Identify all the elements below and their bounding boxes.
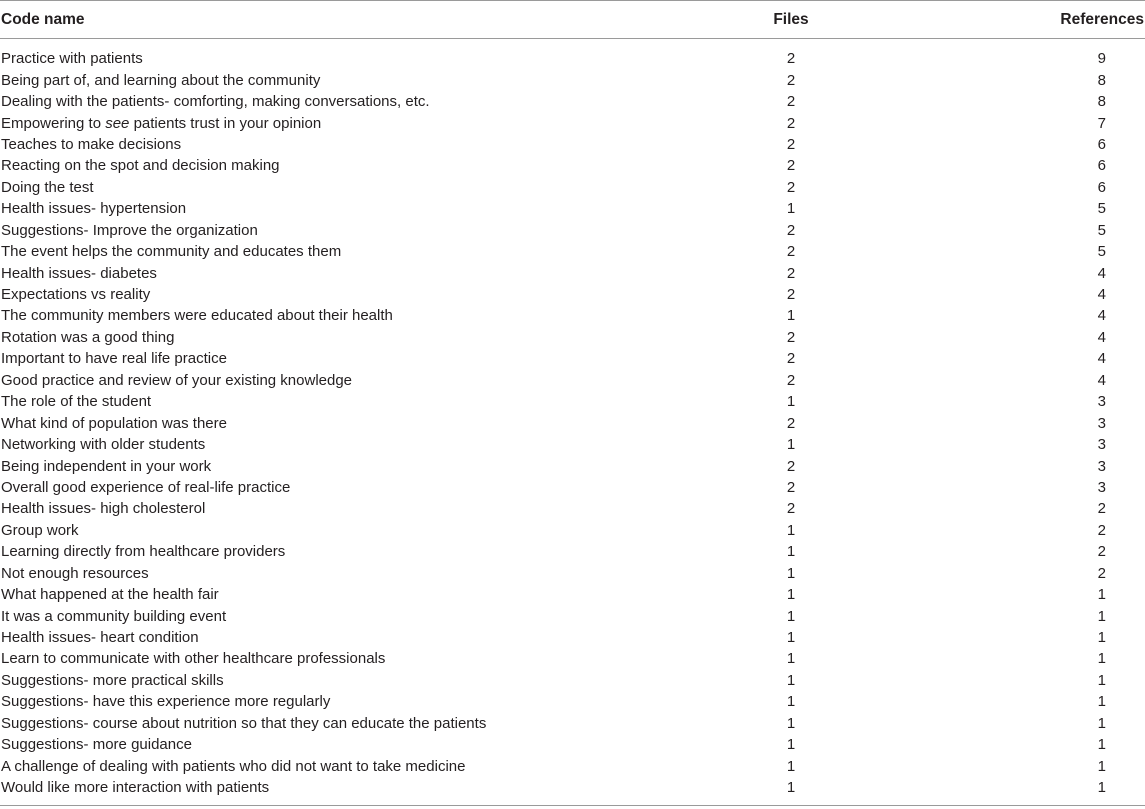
references-cell: 2 xyxy=(1097,543,1106,561)
table-row xyxy=(0,520,1145,541)
code-name-cell: Overall good experience of real-life practice xyxy=(1,478,291,496)
files-cell: 2 xyxy=(786,135,796,153)
code-name-cell: Health issues- hypertension xyxy=(1,200,187,218)
table-row xyxy=(0,477,1145,498)
header-code-name: Code name xyxy=(1,10,85,28)
references-cell: 8 xyxy=(1097,71,1106,89)
references-cell: 6 xyxy=(1097,157,1106,175)
files-cell: 1 xyxy=(786,564,796,582)
references-cell: 1 xyxy=(1097,693,1106,711)
files-cell: 1 xyxy=(786,586,796,604)
references-cell: 9 xyxy=(1097,50,1106,68)
table-row xyxy=(0,412,1145,433)
files-cell: 1 xyxy=(786,607,796,625)
references-cell: 5 xyxy=(1097,243,1106,261)
files-cell: 2 xyxy=(786,478,796,496)
references-cell: 8 xyxy=(1097,93,1106,111)
files-cell: 2 xyxy=(786,114,796,132)
references-cell: 1 xyxy=(1097,757,1106,775)
table-row xyxy=(0,48,1145,69)
code-name-cell: Would like more interaction with patients xyxy=(1,779,270,797)
files-cell: 2 xyxy=(786,414,796,432)
code-name-cell: Expectations vs reality xyxy=(1,286,151,304)
references-cell: 3 xyxy=(1097,457,1106,475)
code-name-cell: Learning directly from healthcare providers xyxy=(1,543,286,561)
table-row xyxy=(0,69,1145,90)
table-row xyxy=(0,284,1145,305)
code-name-cell: Being independent in your work xyxy=(1,457,212,475)
code-name-cell: Practice with patients xyxy=(1,50,143,68)
table-row xyxy=(0,327,1145,348)
code-name-cell: Health issues- heart condition xyxy=(1,629,199,647)
files-cell: 1 xyxy=(786,436,796,454)
files-cell: 1 xyxy=(786,779,796,797)
code-name-cell: Suggestions- Improve the organization xyxy=(1,221,258,239)
references-cell: 1 xyxy=(1097,714,1106,732)
references-cell: 4 xyxy=(1097,307,1106,325)
files-cell: 2 xyxy=(786,71,796,89)
code-name-cell: What happened at the health fair xyxy=(1,586,219,604)
files-cell: 1 xyxy=(786,543,796,561)
code-name-cell: Reacting on the spot and decision making xyxy=(1,157,280,175)
references-cell: 5 xyxy=(1097,200,1106,218)
files-cell: 1 xyxy=(786,629,796,647)
references-cell: 2 xyxy=(1097,500,1106,518)
table-row xyxy=(0,455,1145,476)
code-name-cell: Suggestions- more guidance xyxy=(1,736,192,754)
references-cell: 4 xyxy=(1097,350,1106,368)
files-cell: 2 xyxy=(786,264,796,282)
code-name-cell: Being part of, and learning about the community xyxy=(1,71,321,89)
table-row xyxy=(0,434,1145,455)
references-cell: 6 xyxy=(1097,178,1106,196)
references-cell: 1 xyxy=(1097,629,1106,647)
files-cell: 1 xyxy=(786,650,796,668)
table-row xyxy=(0,734,1145,755)
references-cell: 1 xyxy=(1097,607,1106,625)
table-row xyxy=(0,627,1145,648)
code-name-cell: A challenge of dealing with patients who did not want to take medicine xyxy=(1,757,466,775)
files-cell: 2 xyxy=(786,221,796,239)
references-cell: 3 xyxy=(1097,478,1106,496)
code-name-cell: Suggestions- more practical skills xyxy=(1,671,224,689)
table-row xyxy=(0,220,1145,241)
code-name-cell: The role of the student xyxy=(1,393,152,411)
references-cell: 7 xyxy=(1097,114,1106,132)
files-cell: 2 xyxy=(786,457,796,475)
table-row xyxy=(0,305,1145,326)
code-name-cell: Networking with older students xyxy=(1,436,206,454)
files-cell: 1 xyxy=(786,671,796,689)
table-row xyxy=(0,563,1145,584)
table-row xyxy=(0,691,1145,712)
code-name-cell: Health issues- diabetes xyxy=(1,264,157,282)
files-cell: 1 xyxy=(786,200,796,218)
code-name-cell: Learn to communicate with other healthcare professionals xyxy=(1,650,386,668)
files-cell: 2 xyxy=(786,93,796,111)
table-bottom-rule xyxy=(0,805,1145,806)
code-name-cell: Group work xyxy=(1,521,79,539)
files-cell: 2 xyxy=(786,350,796,368)
code-name-cell: Good practice and review of your existing knowledge xyxy=(1,371,353,389)
references-cell: 1 xyxy=(1097,671,1106,689)
code-name-cell: The community members were educated about their health xyxy=(1,307,393,325)
table-row xyxy=(0,177,1145,198)
references-cell: 3 xyxy=(1097,436,1106,454)
table-row xyxy=(0,541,1145,562)
references-cell: 1 xyxy=(1097,736,1106,754)
header-references: References xyxy=(1060,10,1144,28)
table-row xyxy=(0,198,1145,219)
table-row xyxy=(0,755,1145,776)
table-body xyxy=(0,39,1145,798)
table-row xyxy=(0,370,1145,391)
table-row xyxy=(0,112,1145,133)
references-cell: 1 xyxy=(1097,650,1106,668)
files-cell: 1 xyxy=(786,521,796,539)
table-row xyxy=(0,91,1145,112)
header-files: Files xyxy=(773,10,809,28)
references-cell: 3 xyxy=(1097,393,1106,411)
table-row xyxy=(0,241,1145,262)
code-name-cell: Suggestions- course about nutrition so that they can educate the patients xyxy=(1,714,487,732)
code-name-cell: Doing the test xyxy=(1,178,94,196)
references-cell: 4 xyxy=(1097,371,1106,389)
references-cell: 4 xyxy=(1097,264,1106,282)
code-name-cell: Empowering to see patients trust in your opinion xyxy=(1,114,322,132)
code-name-cell: Rotation was a good thing xyxy=(1,328,175,346)
table-row xyxy=(0,777,1145,798)
files-cell: 2 xyxy=(786,286,796,304)
references-cell: 2 xyxy=(1097,564,1106,582)
files-cell: 2 xyxy=(786,500,796,518)
code-name-cell: Important to have real life practice xyxy=(1,350,227,368)
table-header-row xyxy=(0,1,1145,39)
references-cell: 1 xyxy=(1097,586,1106,604)
table-row xyxy=(0,670,1145,691)
files-cell: 1 xyxy=(786,693,796,711)
table-row xyxy=(0,155,1145,176)
references-cell: 4 xyxy=(1097,328,1106,346)
code-name-cell: It was a community building event xyxy=(1,607,227,625)
files-cell: 1 xyxy=(786,736,796,754)
files-cell: 2 xyxy=(786,371,796,389)
files-cell: 1 xyxy=(786,714,796,732)
references-cell: 3 xyxy=(1097,414,1106,432)
code-name-cell: Dealing with the patients- comforting, making conversations, etc. xyxy=(1,93,430,111)
references-cell: 4 xyxy=(1097,286,1106,304)
table-row xyxy=(0,584,1145,605)
files-cell: 1 xyxy=(786,757,796,775)
files-cell: 1 xyxy=(786,393,796,411)
code-name-cell: What kind of population was there xyxy=(1,414,227,432)
files-cell: 2 xyxy=(786,157,796,175)
table-row xyxy=(0,134,1145,155)
table-row xyxy=(0,648,1145,669)
table-row xyxy=(0,713,1145,734)
code-name-cell: Suggestions- have this experience more regularly xyxy=(1,693,331,711)
files-cell: 2 xyxy=(786,243,796,261)
files-cell: 1 xyxy=(786,307,796,325)
references-cell: 6 xyxy=(1097,135,1106,153)
table-row xyxy=(0,605,1145,626)
code-name-cell: Health issues- high cholesterol xyxy=(1,500,206,518)
code-name-cell: Teaches to make decisions xyxy=(1,135,182,153)
table-row xyxy=(0,262,1145,283)
files-cell: 2 xyxy=(786,50,796,68)
files-cell: 2 xyxy=(786,328,796,346)
references-cell: 2 xyxy=(1097,521,1106,539)
files-cell: 2 xyxy=(786,178,796,196)
table-row xyxy=(0,498,1145,519)
table-row xyxy=(0,348,1145,369)
code-name-cell: Not enough resources xyxy=(1,564,149,582)
references-cell: 5 xyxy=(1097,221,1106,239)
references-cell: 1 xyxy=(1097,779,1106,797)
table-row xyxy=(0,391,1145,412)
code-name-cell: The event helps the community and educates them xyxy=(1,243,342,261)
